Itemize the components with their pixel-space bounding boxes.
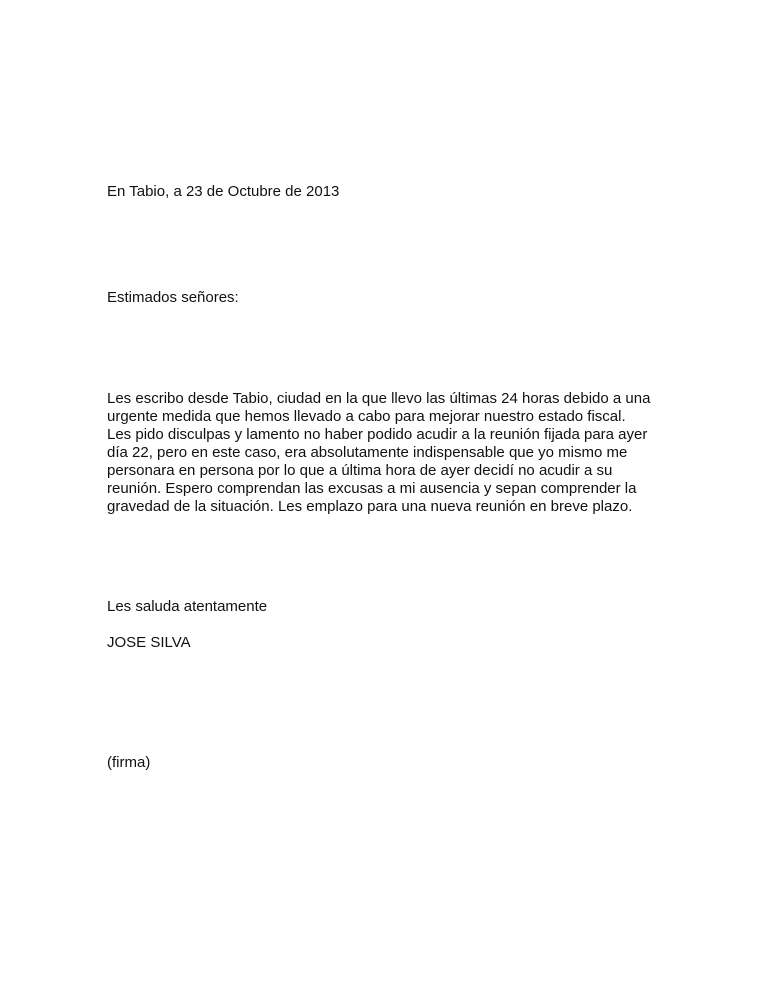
signature-placeholder: (firma) — [107, 754, 151, 771]
greeting: Estimados señores: — [107, 289, 239, 306]
letter-body — [107, 390, 667, 516]
closing: Les saluda atentamente — [107, 598, 268, 615]
body-line: día 22, pero en este caso, era absolutamente indispensable que yo mismo me — [107, 444, 628, 461]
body-line: Les escribo desde Tabio, ciudad en la que llevo las últimas 24 horas debido a una — [107, 390, 651, 407]
body-line: gravedad de la situación. Les emplazo para una nueva reunión en breve plazo. — [107, 498, 633, 515]
signer-name: JOSE SILVA — [107, 634, 191, 651]
body-line: reunión. Espero comprendan las excusas a mi ausencia y sepan comprender la — [107, 480, 637, 497]
body-line: urgente medida que hemos llevado a cabo para mejorar nuestro estado fiscal. — [107, 408, 626, 425]
date-line: En Tabio, a 23 de Octubre de 2013 — [107, 183, 340, 200]
body-line: personara en persona por lo que a última hora de ayer decidí no acudir a su — [107, 462, 613, 479]
body-line: Les pido disculpas y lamento no haber podido acudir a la reunión fijada para ayer — [107, 426, 648, 443]
